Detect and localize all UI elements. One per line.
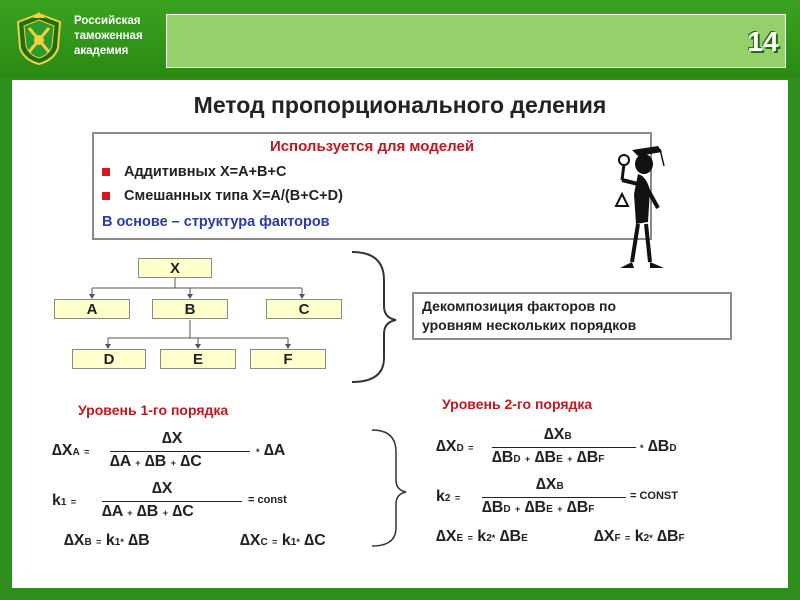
academy-emblem-icon [14,12,64,66]
tree-node-c: C [266,299,342,319]
usage-heading: Используется для моделей [269,138,475,155]
formula-dxb: ∆XB = k1* ∆B [64,532,150,549]
level1-title: Уровень 1-го порядка [78,402,229,418]
academy-name-line3: академия [74,45,129,57]
formula-k2: k2 = ∆XB ∆BD + ∆BE + ∆BF = CONST [436,476,678,516]
formula-dxd: ∆XD = ∆XB ∆BD + ∆BE + ∆BF * ∆BD [436,426,677,466]
slide-title: Метод пропорционального деления [193,92,607,118]
slide-content [12,80,788,588]
formula-k1: k1 = ∆X ∆A + ∆B + ∆C = const [52,480,287,520]
tree-node-root: X [138,258,212,278]
tree-node-d: D [72,349,146,369]
formula-dxc: ∆XC = k1* ∆C [240,532,326,549]
decomposition-box [412,292,732,340]
academy-name-line2: таможенная [74,30,143,42]
bullet-additive-text: Аддитивных X=A+B+C [124,164,287,180]
formula-dxf: ∆XF = k2* ∆BF [594,528,685,545]
usage-footer: В основе – структура факторов [102,214,330,230]
decomposition-line1: Декомпозиция факторов по [422,298,617,314]
formula-dxe: ∆XE = k2* ∆BE [436,528,528,545]
level2-title: Уровень 2-го порядка [442,396,593,412]
tree-node-b: B [152,299,228,319]
decomposition-line2: уровням нескольких порядков [422,317,637,333]
tree-node-f: F [250,349,326,369]
page-number: 14 [747,26,779,57]
academy-name-line1: Российская [74,15,141,27]
header-title-strip [166,14,786,68]
tree-node-a: A [54,299,130,319]
bullet-mixed-text: Смешанных типа X=A/(B+C+D) [124,188,343,204]
tree-node-e: E [160,349,236,369]
formula-dxa: ∆XA = ∆X ∆A + ∆B + ∆C * ∆A [52,430,286,470]
academy-name [74,14,164,59]
